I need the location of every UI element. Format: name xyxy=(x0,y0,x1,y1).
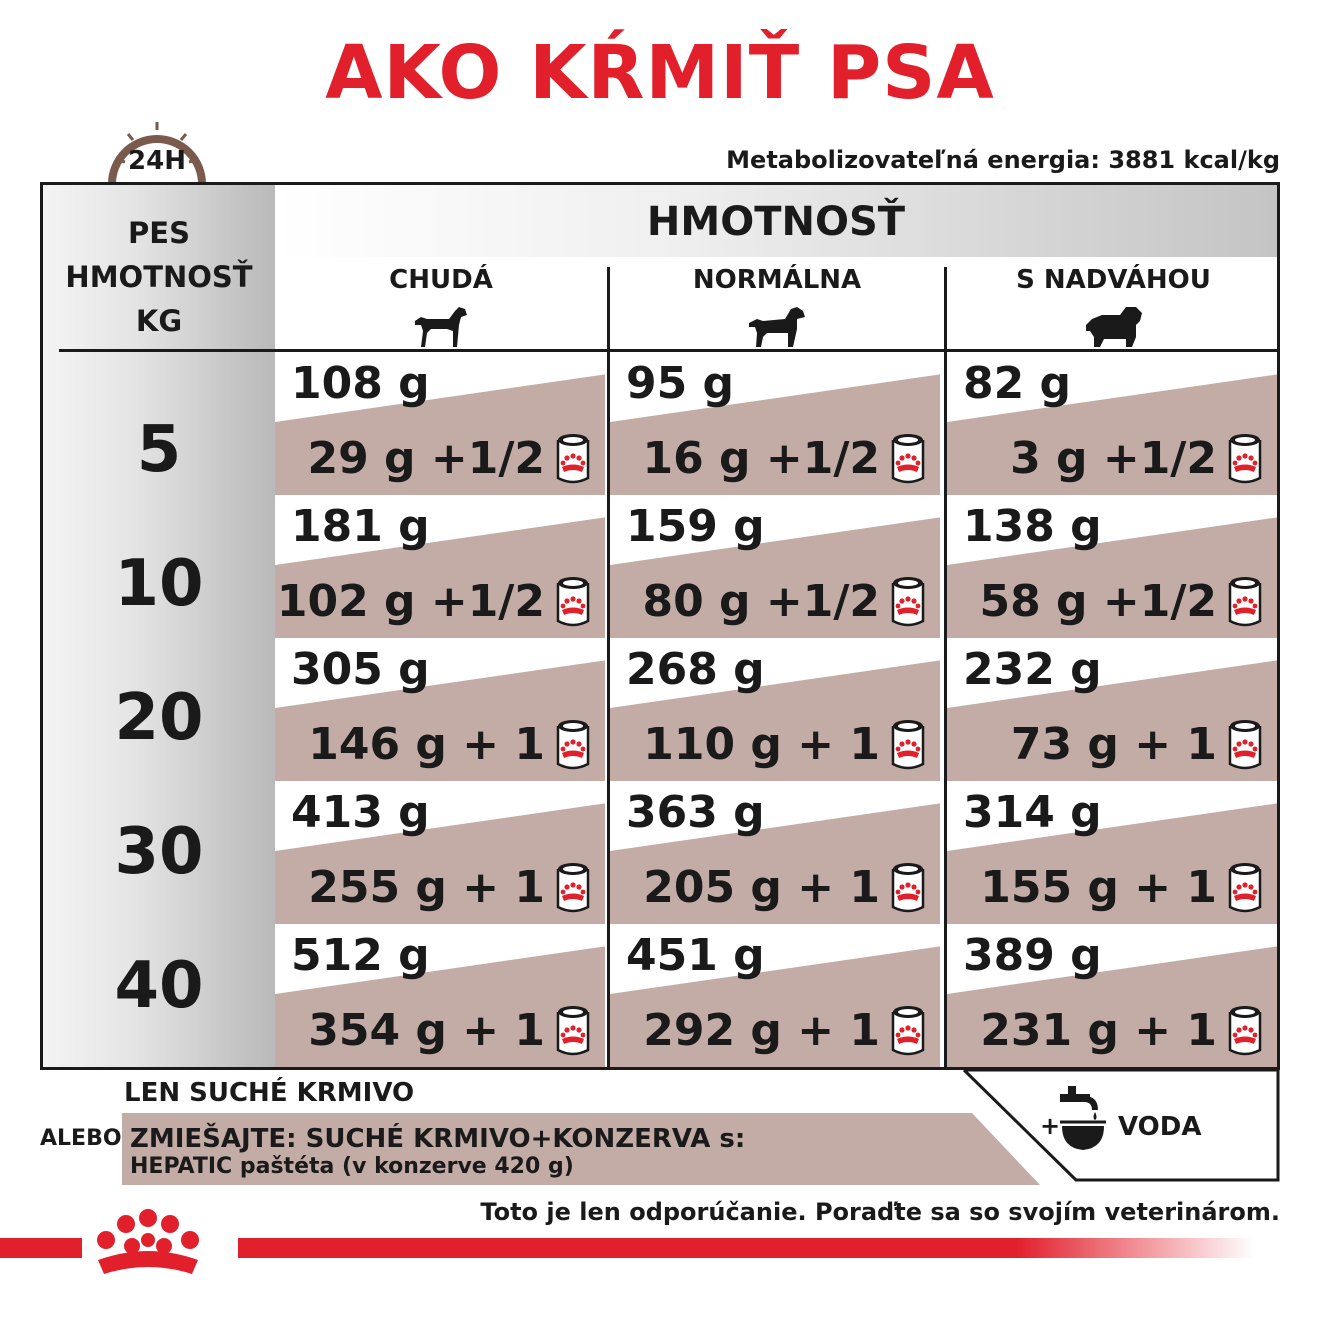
table-cell xyxy=(610,638,940,781)
column-label: NORMÁLNA xyxy=(692,265,862,295)
can-icon xyxy=(1227,716,1263,772)
hmotnost-line: HMOTNOSŤ xyxy=(65,260,253,294)
table-cell xyxy=(610,781,940,924)
mix-amount xyxy=(980,1002,1263,1058)
table-cell xyxy=(275,638,605,781)
can-icon xyxy=(555,716,591,772)
can-icon xyxy=(555,859,591,915)
can-icon xyxy=(555,430,591,486)
thin-dog-icon xyxy=(411,303,471,351)
can-icon xyxy=(1227,430,1263,486)
mix-amount-text: 29 g +1/2 xyxy=(307,432,545,484)
dry-amount: 451 g xyxy=(626,930,765,981)
mix-amount xyxy=(980,859,1263,915)
mix-amount-text: 16 g +1/2 xyxy=(642,432,880,484)
mix-amount-text: 155 g + 1 xyxy=(980,861,1217,913)
mix-amount xyxy=(308,716,591,772)
mix-amount xyxy=(643,716,926,772)
normal-dog-icon xyxy=(747,303,807,351)
mix-amount xyxy=(642,573,926,629)
mix-amount-text: 255 g + 1 xyxy=(308,861,545,913)
can-icon xyxy=(890,430,926,486)
mix-amount xyxy=(642,430,926,486)
dry-amount: 95 g xyxy=(626,358,735,409)
table-cell xyxy=(275,781,605,924)
fat-dog-icon xyxy=(1084,303,1144,351)
mix-amount xyxy=(1010,430,1263,486)
can-icon xyxy=(1227,1002,1263,1058)
mix-amount-text: 231 g + 1 xyxy=(980,1004,1217,1056)
column-overweight xyxy=(947,259,1280,349)
mix-amount-text: 292 g + 1 xyxy=(643,1004,880,1056)
mix-amount-text: 3 g +1/2 xyxy=(1010,432,1217,484)
table-cell xyxy=(275,924,605,1067)
dry-amount: 82 g xyxy=(963,358,1072,409)
dry-amount: 512 g xyxy=(291,930,430,981)
header-weight-title: HMOTNOSŤ xyxy=(646,199,906,245)
mix-amount xyxy=(979,573,1263,629)
column-normal xyxy=(610,259,944,349)
mix-amount-text: 102 g +1/2 xyxy=(276,575,545,627)
mix-amount-text: 58 g +1/2 xyxy=(979,575,1217,627)
mix-amount-text: 80 g +1/2 xyxy=(642,575,880,627)
dry-amount: 268 g xyxy=(626,644,765,695)
row-weight-10: 10 xyxy=(114,547,204,621)
or-label: ALEBO xyxy=(40,1126,122,1151)
table-cell xyxy=(610,352,940,495)
disclaimer-note: Toto je len odporúčanie. Poraďte sa so svojím veterinárom. xyxy=(480,1198,1280,1226)
mix-amount xyxy=(643,1002,926,1058)
mix-amount xyxy=(643,859,926,915)
dry-amount: 232 g xyxy=(963,644,1102,695)
can-icon xyxy=(1227,859,1263,915)
dry-amount: 305 g xyxy=(291,644,430,695)
dry-amount: 363 g xyxy=(626,787,765,838)
crown-logo-icon xyxy=(88,1208,208,1282)
pes-line: PES xyxy=(128,216,190,250)
mix-amount-text: 205 g + 1 xyxy=(643,861,880,913)
feeding-table xyxy=(40,182,1280,1070)
can-icon xyxy=(1227,573,1263,629)
table-cell xyxy=(610,924,940,1067)
plus-sign: + xyxy=(1040,1112,1061,1140)
table-cell xyxy=(947,352,1277,495)
dry-amount: 108 g xyxy=(291,358,430,409)
can-icon xyxy=(555,573,591,629)
dry-amount: 314 g xyxy=(963,787,1102,838)
mix-amount-text: 146 g + 1 xyxy=(308,718,545,770)
table-cell xyxy=(947,638,1277,781)
can-icon xyxy=(890,573,926,629)
row-weight-40: 40 xyxy=(114,949,204,1023)
mix-amount xyxy=(277,573,591,629)
dry-amount: 181 g xyxy=(291,501,430,552)
table-cell xyxy=(275,495,605,638)
dry-only-label: LEN SUCHÉ KRMIVO xyxy=(124,1078,415,1108)
energy-info: Metabolizovateľná energia: 3881 kcal/kg xyxy=(726,146,1280,174)
can-icon xyxy=(890,1002,926,1058)
mix-amount-text: 110 g + 1 xyxy=(643,718,880,770)
can-icon xyxy=(555,1002,591,1058)
water-tap-icon xyxy=(1060,1086,1106,1150)
dry-amount: 159 g xyxy=(626,501,765,552)
table-cell xyxy=(275,352,605,495)
row-weight-20: 20 xyxy=(114,681,204,755)
row-weight-30: 30 xyxy=(114,815,204,889)
can-icon xyxy=(890,859,926,915)
mix-amount xyxy=(1011,716,1263,772)
dry-amount: 138 g xyxy=(963,501,1102,552)
clock-icon xyxy=(104,112,210,188)
mix-amount-text: 73 g + 1 xyxy=(1010,718,1217,770)
table-cell xyxy=(947,495,1277,638)
page-title: AKO KŔMIŤ PSA xyxy=(325,30,995,116)
mix-instruction: ZMIEŠAJTE: SUCHÉ KRMIVO+KONZERVA s: xyxy=(130,1124,746,1154)
mix-product: HEPATIC paštéta (v konzerve 420 g) xyxy=(130,1154,574,1179)
dry-amount: 413 g xyxy=(291,787,430,838)
mix-amount xyxy=(308,859,591,915)
table-cell xyxy=(947,924,1277,1067)
column-label: CHUDÁ xyxy=(389,265,493,295)
mix-amount xyxy=(308,1002,591,1058)
column-thin xyxy=(275,259,607,349)
table-cell xyxy=(610,495,940,638)
can-icon xyxy=(890,716,926,772)
dry-amount: 389 g xyxy=(963,930,1102,981)
row-weight-5: 5 xyxy=(136,413,182,487)
table-cell xyxy=(947,781,1277,924)
water-label: VODA xyxy=(1118,1112,1202,1142)
mix-amount-text: 354 g + 1 xyxy=(308,1004,545,1056)
kg-line: KG xyxy=(135,304,183,338)
dog-weight-header xyxy=(43,211,275,343)
mix-amount xyxy=(307,430,591,486)
clock-label: 24H xyxy=(128,146,186,176)
column-label: S NADVÁHOU xyxy=(1016,265,1211,295)
